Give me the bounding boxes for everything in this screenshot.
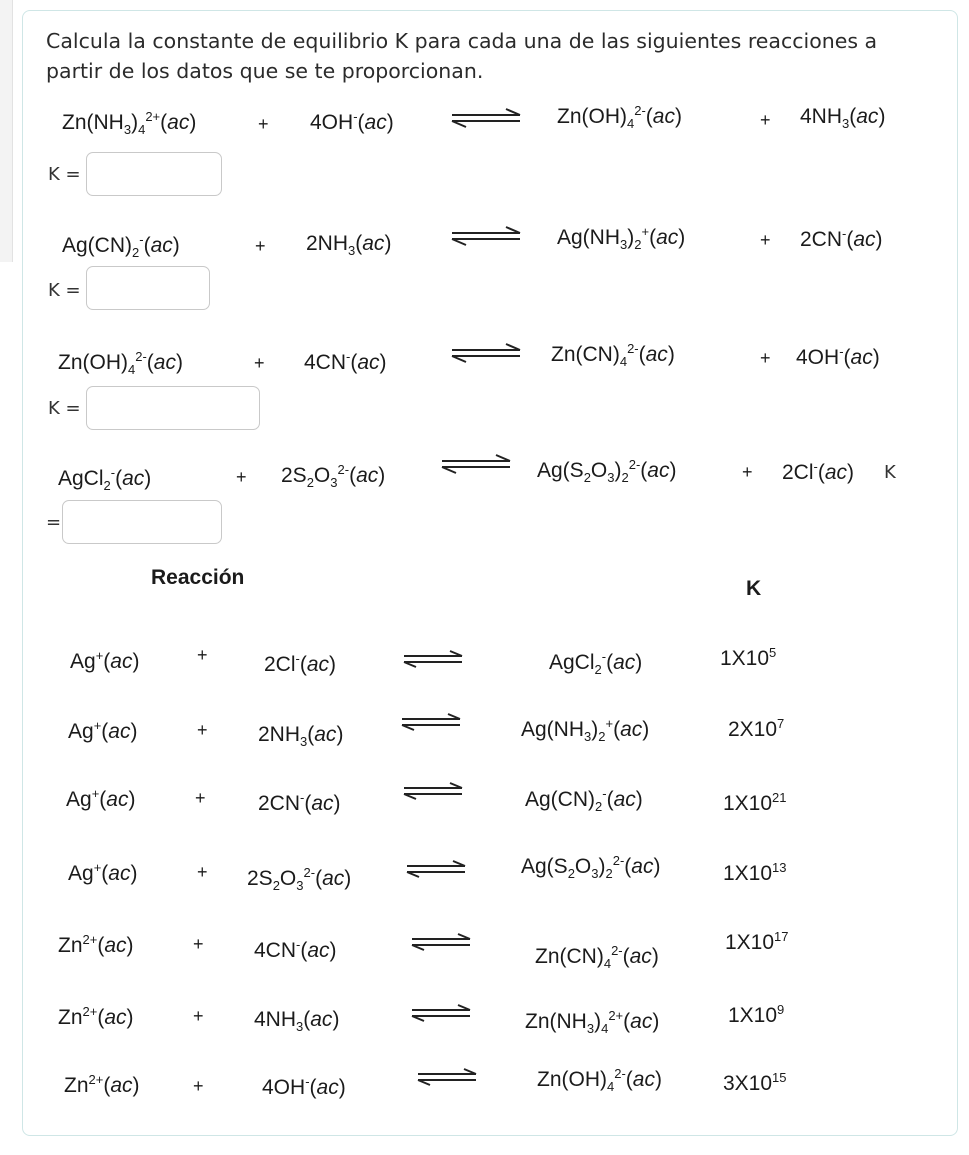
t6-k-value: $1X10^9$ [728,1002,785,1027]
t3-plus: + [195,788,206,808]
t4-reactant-2: $2S_2O_3^{2-}(ac)$ [247,865,352,894]
t7-plus: + [193,1076,204,1096]
t1-plus: + [197,645,208,665]
t4-equilibrium-arrow-icon [405,860,467,878]
p3-k-input[interactable] [86,386,260,430]
t2-reactant-2: $2NH_3(ac)$ [258,723,344,750]
p4-k-input[interactable] [62,500,222,544]
p1-product-1: $Zn(OH)_4^{2-}(ac)$ [557,103,682,132]
t2-k-value: $2X10^7$ [728,716,785,741]
p4-plus-1: + [236,467,247,487]
table-header-k: K [746,577,762,600]
t3-reactant-2: 2CN-(ac) [258,790,341,815]
t3-k-value: $1X10^{21}$ [723,790,787,815]
t7-product: $Zn(OH)_4^{2-}(ac)$ [537,1066,662,1095]
t7-reactant-1: $Zn^{2+}(ac)$ [64,1072,140,1097]
t3-reactant-1: Ag+(ac) [66,786,136,811]
p3-equilibrium-arrow-icon [450,343,522,363]
p4-reactant-2: $2S_2O_3^{2-}(ac)$ [281,462,386,491]
left-panel-edge [0,0,13,262]
t7-k-value: $3X10^{15}$ [723,1070,787,1095]
p1-reactant-2: 4OH-(ac) [310,109,394,134]
t1-reactant-2: 2Cl-(ac) [264,651,337,676]
t5-equilibrium-arrow-icon [410,933,472,951]
p1-plus-1: + [258,114,269,134]
p1-product-2: $4NH_3(ac)$ [800,105,886,132]
p3-plus-2: + [760,348,771,368]
p3-product-2: 4OH-(ac) [796,344,880,369]
t2-product: $Ag(NH_3)_2^+(ac)$ [521,716,650,745]
question-intro: Calcula la constante de equilibrio K para cada una de las siguientes reacciones a partir de los datos que se te proporcionan. [46,29,878,83]
p2-equilibrium-arrow-icon [450,226,522,246]
p4-equilibrium-arrow-icon [440,454,512,474]
t2-reactant-1: Ag+(ac) [68,718,138,743]
p1-k-input[interactable] [86,152,222,196]
t3-equilibrium-arrow-icon [402,782,464,800]
p3-plus-1: + [254,353,265,373]
p2-reactant-2: $2NH_3(ac)$ [306,232,392,259]
t1-equilibrium-arrow-icon [402,650,464,668]
t1-product: AgCl$_2$-(ac) [549,649,643,678]
p2-product-2: 2CN-(ac) [800,226,883,251]
p3-reactant-2: 4CN-(ac) [304,349,387,374]
p2-k-input[interactable] [86,266,210,310]
t6-equilibrium-arrow-icon [410,1004,472,1022]
p2-reactant-1: $Ag(CN)_2^-(ac)$ [62,232,180,261]
t2-plus: + [197,720,208,740]
t3-product: $Ag(CN)_2^-(ac)$ [525,786,643,815]
t4-k-value: $1X10^{13}$ [723,860,787,885]
t7-equilibrium-arrow-icon [416,1068,478,1086]
p1-k-label: K = [48,164,81,185]
t2-equilibrium-arrow-icon [400,713,462,731]
p2-plus-2: + [760,230,771,250]
t4-reactant-1: Ag+(ac) [68,860,138,885]
t1-k-value: $1X10^5$ [720,645,777,670]
table-header-reaction: Reacción [151,566,245,589]
p3-reactant-1: $Zn(OH)_4^{2-}(ac)$ [58,349,183,378]
t4-plus: + [197,862,208,882]
t4-product: $Ag(S_2O_3)_2^{2-}(ac)$ [521,853,661,882]
p4-product-1: $Ag(S_2O_3)_2^{2-}(ac)$ [537,457,677,486]
t6-reactant-1: $Zn^{2+}(ac)$ [58,1004,134,1029]
t5-k-value: $1X10^{17}$ [725,929,789,954]
p2-product-1: $Ag(NH_3)_2^+(ac)$ [557,224,686,253]
t5-reactant-1: $Zn^{2+}(ac)$ [58,932,134,957]
p2-plus-1: + [255,236,266,256]
p3-k-label: K = [48,398,81,419]
t6-plus: + [193,1006,204,1026]
t5-product: $Zn(CN)_4^{2-}(ac)$ [535,943,659,972]
p2-k-label: K = [48,280,81,301]
t5-reactant-2: 4CN-(ac) [254,937,337,962]
p1-equilibrium-arrow-icon [450,108,522,128]
p4-k-label-b: = [46,512,62,533]
t5-plus: + [193,934,204,954]
t6-reactant-2: $4NH_3(ac)$ [254,1008,340,1035]
p4-k-label-a: K [884,462,896,483]
p4-reactant-1: AgCl$_2$-(ac) [58,465,152,494]
p4-product-2: 2Cl-(ac) [782,459,855,484]
p4-plus-2: + [742,462,753,482]
t7-reactant-2: 4OH-(ac) [262,1074,346,1099]
p1-plus-2: + [760,110,771,130]
t6-product: $Zn(NH_3)_4^{2+}(ac)$ [525,1008,660,1037]
t1-reactant-1: Ag+(ac) [70,648,140,673]
p1-reactant-1: $Zn(NH_3)_4^{2+}(ac)$ [62,109,197,138]
p3-product-1: $Zn(CN)_4^{2-}(ac)$ [551,341,675,370]
